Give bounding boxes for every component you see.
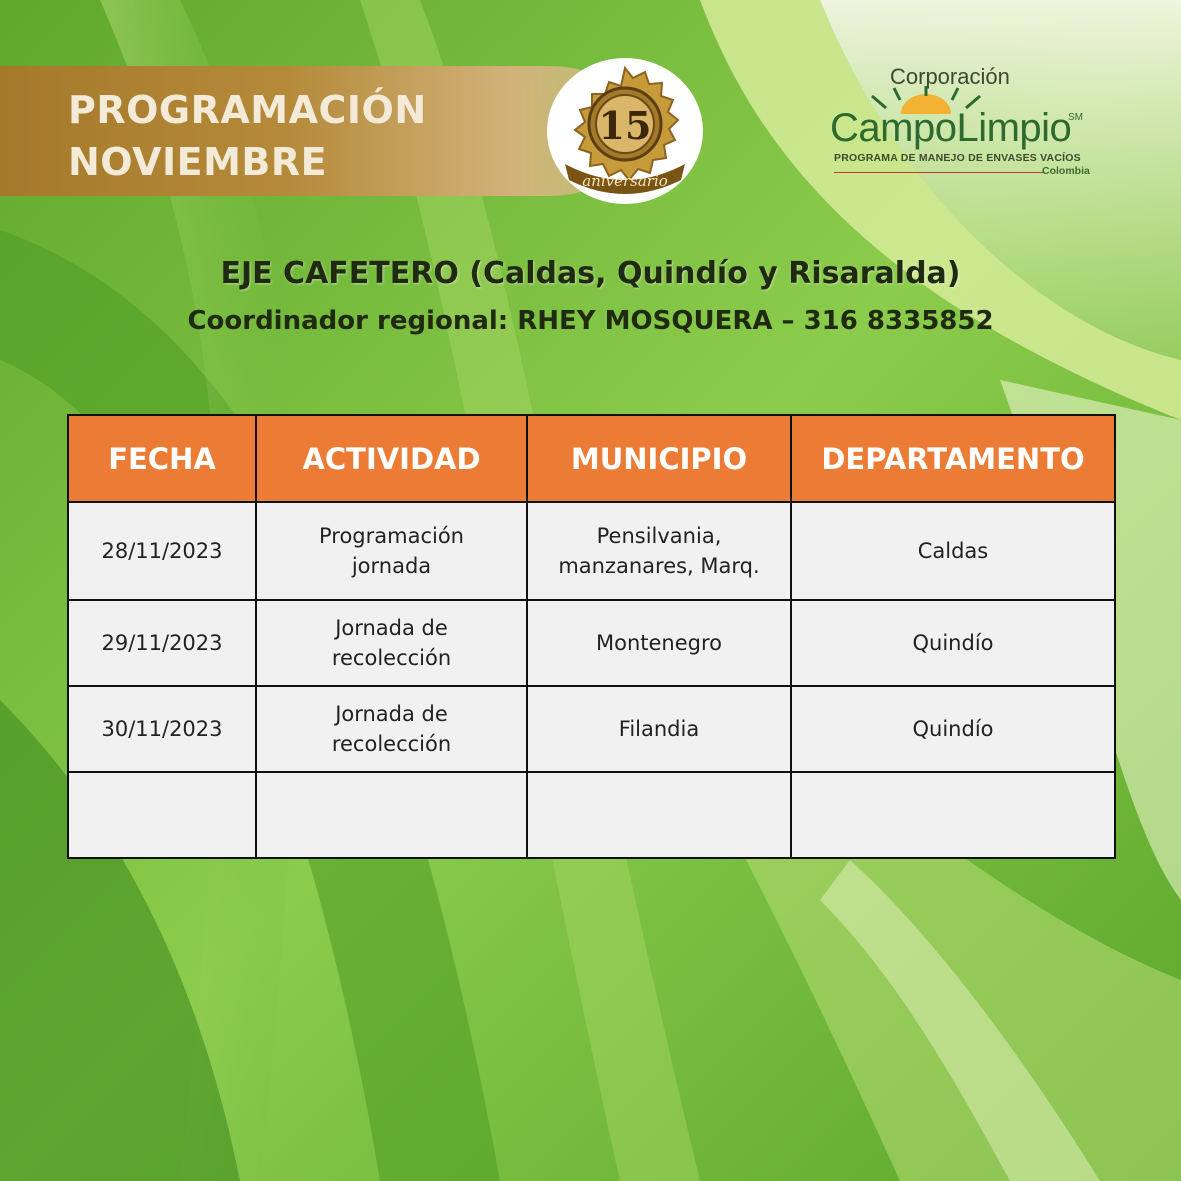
table-row [68, 502, 1115, 600]
cell-municipio: Filandia [527, 686, 791, 772]
table-row [68, 686, 1115, 772]
cell-actividad [256, 686, 527, 772]
cell-actividad [256, 600, 527, 686]
schedule-table [67, 414, 1116, 859]
header-municipio: MUNICIPIO [527, 415, 791, 502]
page-title [68, 84, 508, 188]
cell-municipio [527, 772, 791, 858]
table-header-row [68, 415, 1115, 502]
campolimpio-logo [826, 62, 1096, 182]
cell-municipio [527, 502, 791, 600]
cell-actividad [256, 502, 527, 600]
logo-name: CampoLimpio [830, 106, 1072, 150]
cell-actividad-line1: Jornada de [335, 702, 448, 726]
seal-text: aniversario [582, 172, 668, 190]
title-line-1: PROGRAMACIÓN [68, 88, 427, 132]
region-title: EJE CAFETERO (Caldas, Quindío y Risaralda) [220, 256, 961, 291]
table-row [68, 772, 1115, 858]
header-fecha: FECHA [68, 415, 256, 502]
cell-municipio: Montenegro [527, 600, 791, 686]
region-coordinator: Coordinador regional: RHEY MOSQUERA – 316 8335852 [187, 306, 994, 336]
cell-fecha: 28/11/2023 [68, 502, 256, 600]
cell-fecha: 30/11/2023 [68, 686, 256, 772]
cell-fecha [68, 772, 256, 858]
logo-corporation: Corporación [890, 64, 1010, 89]
cell-municipio-line2: manzanares, Marq. [558, 554, 760, 578]
cell-actividad-line2: jornada [351, 554, 432, 578]
seal-number: 15 [598, 103, 652, 148]
cell-departamento [791, 772, 1115, 858]
header-departamento: DEPARTAMENTO [791, 415, 1115, 502]
logo-divider [834, 172, 1044, 173]
cell-actividad-line1: Programación [318, 524, 464, 548]
cell-departamento: Caldas [791, 502, 1115, 600]
table-row [68, 600, 1115, 686]
logo-sm: SM [1068, 112, 1083, 123]
logo-country: Colombia [1042, 165, 1090, 177]
cell-actividad-line2: recolección [331, 646, 452, 670]
cell-actividad-line2: recolección [331, 732, 452, 756]
header-actividad: ACTIVIDAD [256, 415, 527, 502]
cell-municipio-line1: Pensilvania, [596, 524, 722, 548]
cell-departamento: Quindío [791, 600, 1115, 686]
title-line-2: NOVIEMBRE [68, 140, 328, 184]
logo-program: PROGRAMA DE MANEJO DE ENVASES VACÍOS [834, 152, 1081, 164]
anniversary-seal-icon [545, 56, 705, 206]
cell-actividad-line1: Jornada de [335, 616, 448, 640]
cell-departamento: Quindío [791, 686, 1115, 772]
cell-actividad [256, 772, 527, 858]
cell-fecha: 29/11/2023 [68, 600, 256, 686]
